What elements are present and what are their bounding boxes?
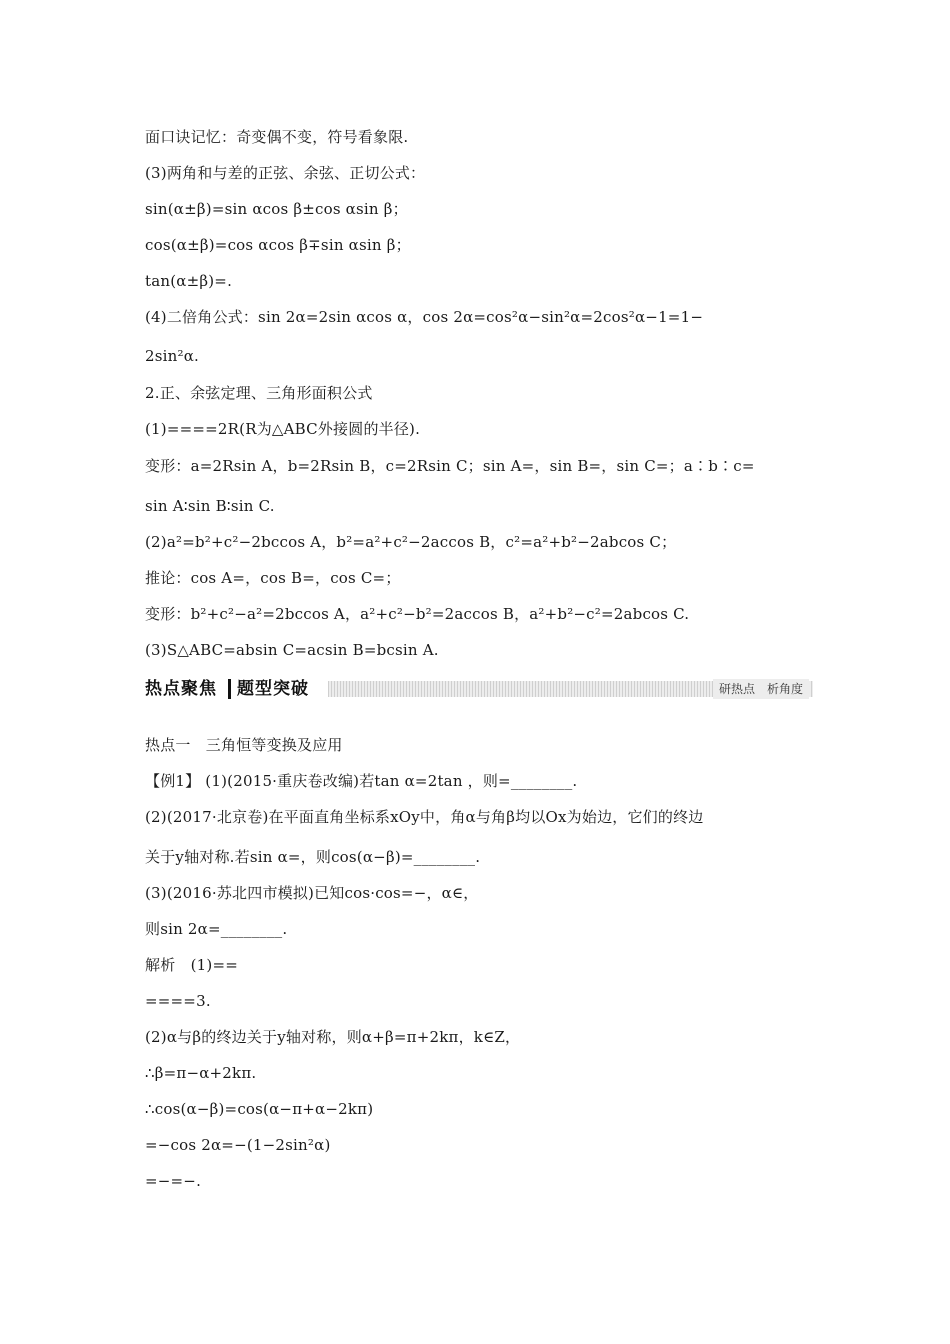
- solution-line-4: ∴β=π−α+2kπ.: [145, 1064, 257, 1082]
- example-1-part-3: (3)(2016·苏北四市模拟)已知cos·cos=−，α∈，: [145, 884, 479, 902]
- text-line-5: tan(α±β)=.: [145, 272, 233, 290]
- text-line-6: (4)二倍角公式：sin 2α=2sin αcos α，cos 2α=cos²α−sin²α=2cos²α−1=1−: [145, 308, 704, 326]
- text-line-14: 变形：b²+c²−a²=2bccos A，a²+c²−b²=2accos B，a²+b²−c²=2abcos C.: [145, 605, 690, 623]
- text-line-3: sin(α±β)=sin αcos β±cos αsin β；: [145, 200, 408, 218]
- banner-title-right: 题型突破: [237, 679, 309, 699]
- banner-divider: [228, 679, 231, 699]
- section-heading-2: 2.正、余弦定理、三角形面积公式: [145, 384, 373, 402]
- solution-line-3: (2)α与β的终边关于y轴对称，则α+β=π+2kπ，k∈Z，: [145, 1028, 521, 1046]
- solution-line-2: ====3.: [145, 992, 211, 1010]
- text-line-15: (3)S△ABC=absin C=acsin B=bcsin A.: [145, 641, 439, 659]
- banner-title-left: 热点聚焦: [145, 679, 217, 699]
- text-line-9: (1)====2R(R为△ABC外接圆的半径).: [145, 420, 421, 438]
- text-line-7: 2sin²α.: [145, 347, 200, 365]
- text-line-11: sin A∶sin B∶sin C.: [145, 497, 275, 515]
- example-1-part-2: (2)(2017·北京卷)在平面直角坐标系xOy中，角α与角β均以Ox为始边，它们的终边: [145, 808, 704, 826]
- solution-line-1: 解析 (1)==: [145, 956, 238, 974]
- solution-line-7: =−=−.: [145, 1172, 202, 1190]
- text-line-13: 推论：cos A=，cos B=，cos C=；: [145, 569, 401, 587]
- solution-line-6: =−cos 2α=−(1−2sin²α): [145, 1136, 331, 1154]
- text-line-1: 面口诀记忆：奇变偶不变，符号看象限.: [145, 128, 409, 146]
- solution-line-5: ∴cos(α−β)=cos(α−π+α−2kπ): [145, 1100, 374, 1118]
- text-line-10: 变形：a=2Rsin A，b=2Rsin B，c=2Rsin C；sin A=，sin B=，sin C=；a∶b∶c=: [145, 457, 755, 475]
- example-1-part-3-cont: 则sin 2α=________.: [145, 920, 288, 938]
- banner-tag: 研热点 析角度: [713, 679, 809, 699]
- text-line-4: cos(α±β)=cos αcos β∓sin αsin β；: [145, 236, 411, 254]
- section-banner: [145, 676, 813, 702]
- example-1-part-1: 【例1】 (1)(2015·重庆卷改编)若tan α=2tan ，则=________.: [145, 772, 578, 790]
- text-line-2: (3)两角和与差的正弦、余弦、正切公式：: [145, 164, 426, 182]
- hotspot-heading: 热点一 三角恒等变换及应用: [145, 736, 343, 754]
- example-1-part-2-cont: 关于y轴对称.若sin α=，则cos(α−β)=________.: [145, 848, 481, 866]
- text-line-12: (2)a²=b²+c²−2bccos A，b²=a²+c²−2accos B，c²=a²+b²−2abcos C；: [145, 533, 677, 551]
